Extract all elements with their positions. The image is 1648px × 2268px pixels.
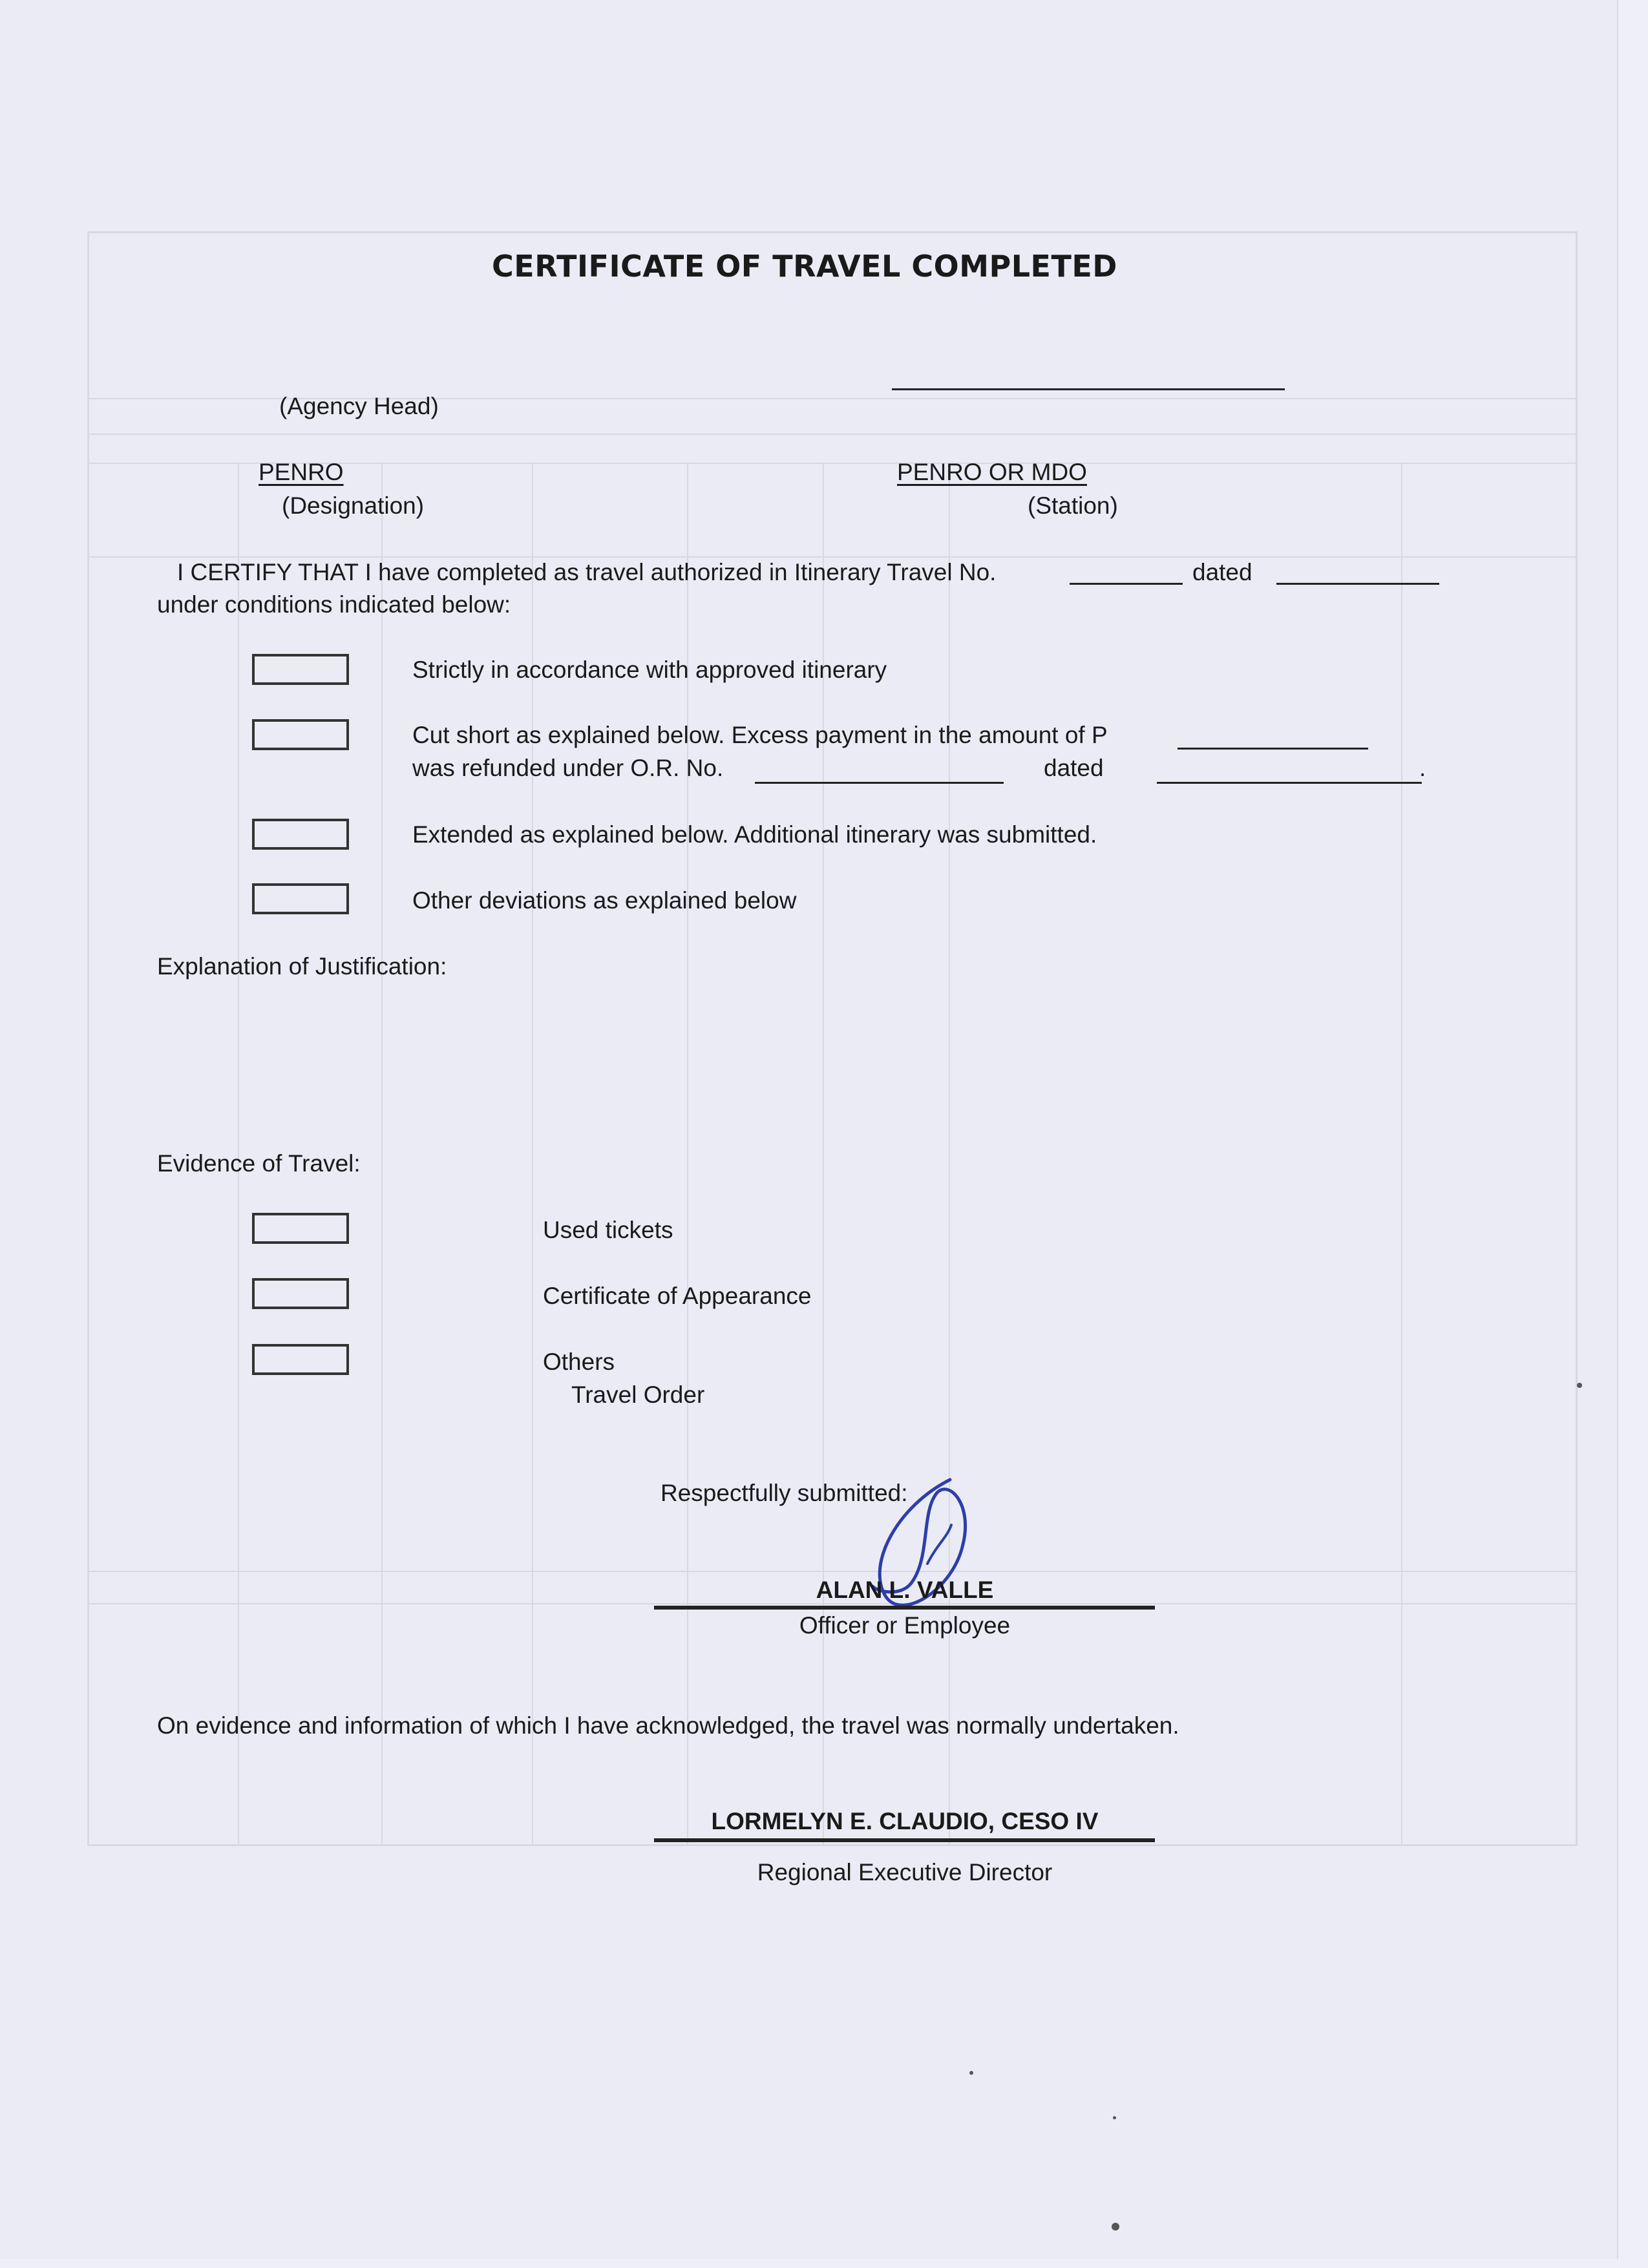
others-label: Others (543, 1349, 615, 1375)
director-name: LORMELYN E. CLAUDIO, CESO IV (711, 1808, 1099, 1834)
respectfully-submitted-label: Respectfully submitted: (660, 1480, 908, 1506)
extended-checkbox[interactable] (252, 819, 349, 850)
strict-label: Strictly in accordance with approved itinerary (412, 656, 887, 683)
cut-short-period: . (1419, 755, 1426, 781)
designation-value: PENRO (259, 459, 344, 485)
director-title: Regional Executive Director (757, 1859, 1053, 1885)
or-number-blank[interactable] (755, 782, 1004, 784)
officer-title: Officer or Employee (799, 1612, 1011, 1639)
others-checkbox[interactable] (252, 1344, 349, 1375)
other-deviations-checkbox[interactable] (252, 883, 349, 914)
station-value: PENRO OR MDO (897, 459, 1087, 485)
station-label: (Station) (1028, 492, 1118, 519)
evidence-label: Evidence of Travel: (157, 1150, 361, 1177)
speck (1113, 2116, 1116, 2119)
designation-label: (Designation) (282, 492, 425, 519)
agency-head-label: (Agency Head) (279, 393, 439, 419)
cut-short-or-label: was refunded under O.R. No. (412, 755, 724, 781)
certify-dated-label: dated (1192, 559, 1252, 585)
certificate-appearance-label: Certificate of Appearance (543, 1283, 812, 1309)
certify-date-blank[interactable] (1276, 583, 1439, 585)
name-line (892, 388, 1285, 390)
cut-short-checkbox[interactable] (252, 719, 349, 750)
strict-checkbox[interactable] (252, 654, 349, 685)
acknowledgement-text: On evidence and information of which I have acknowledged, the travel was normally undertaken. (157, 1712, 1179, 1739)
used-tickets-checkbox[interactable] (252, 1213, 349, 1244)
used-tickets-label: Used tickets (543, 1217, 673, 1243)
others-detail: Travel Order (571, 1381, 705, 1408)
certify-line: I CERTIFY THAT I have completed as travel authorized in Itinerary Travel No. (177, 559, 997, 585)
refund-date-blank[interactable] (1157, 782, 1422, 784)
certificate-appearance-checkbox[interactable] (252, 1278, 349, 1309)
certify-line-2: under conditions indicated below: (157, 591, 511, 618)
page-title: CERTIFICATE OF TRAVEL COMPLETED (492, 249, 1117, 284)
excess-amount-blank[interactable] (1178, 748, 1368, 750)
officer-name: ALAN L. VALLE (816, 1577, 994, 1603)
other-deviations-label: Other deviations as explained below (412, 887, 797, 914)
explanation-label: Explanation of Justification: (157, 953, 447, 980)
itinerary-no-blank[interactable] (1070, 583, 1183, 585)
cut-short-dated-label: dated (1044, 755, 1104, 781)
speck (1112, 2223, 1119, 2231)
officer-signature-line (654, 1606, 1155, 1610)
speck (969, 2071, 973, 2075)
speck (1577, 1383, 1582, 1388)
cut-short-label: Cut short as explained below. Excess payment in the amount of P (412, 722, 1108, 748)
director-signature-line (654, 1838, 1155, 1842)
extended-label: Extended as explained below. Additional itinerary was submitted. (412, 821, 1097, 848)
